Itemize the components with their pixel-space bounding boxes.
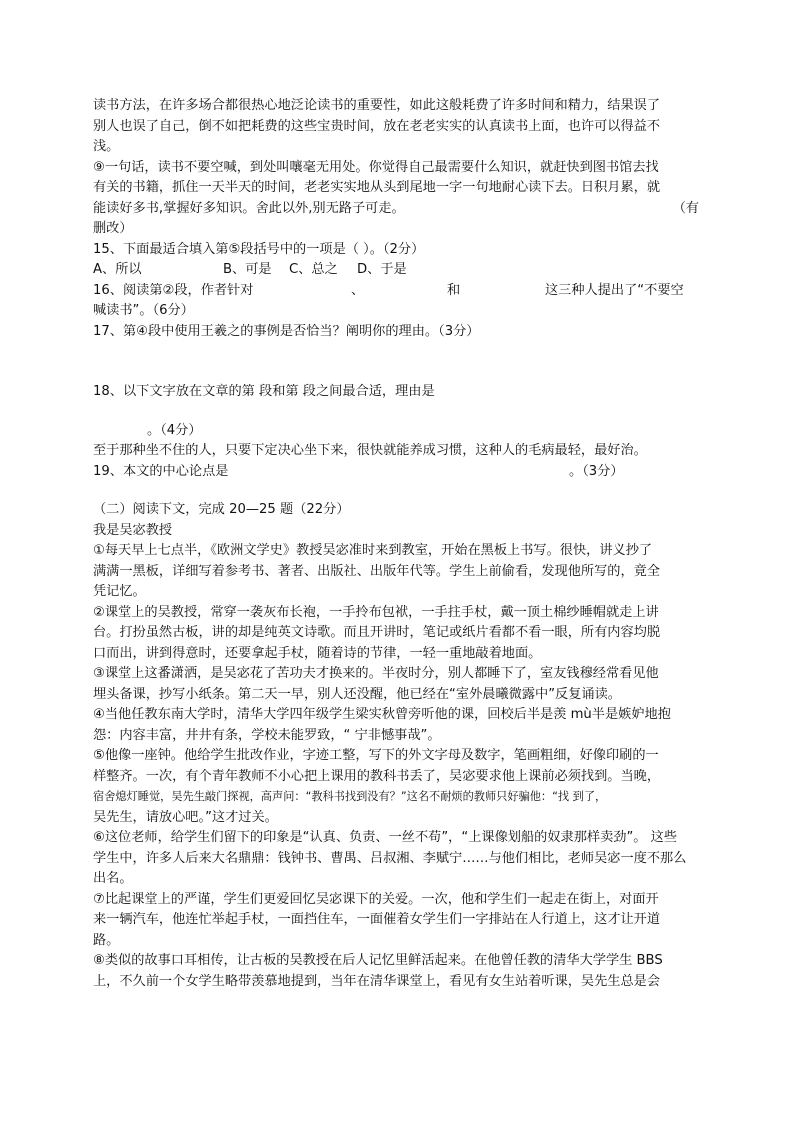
article-line: ⑦比起课堂上的严谨，学生们更爱回忆吴宓课下的关爱。一次，他和学生们一起走在街上，对面开 (93, 891, 659, 907)
article-line: ⑥这位老师，给学生们留下的印象是“认真、负责、一丝不苟”，“上课像划船的奴隶那样卖劲”。 这些 (93, 830, 678, 845)
article-line: 学生中，许多人后来大名鼎鼎：钱钟书、曹禺、吕叔湘、李赋宁……与他们相比，老师吴宓一度不那么 (93, 850, 687, 866)
article-line: 来一辆汽车，他连忙举起手杖，一面挡住车，一面催着女学生们一字排站在人行道上，这才让开道 (93, 912, 661, 927)
article-line: 口而出，讲到得意时，还要拿起手杖，随着诗的节律，一轻一重地敲着地面。 (93, 645, 542, 661)
option-a: A、所以 (93, 262, 142, 277)
option-b: B、可是 (223, 262, 272, 277)
question-18-text: 至于那种坐不住的人，只要下定决心坐下来，很快就能养成习惯，这种人的毛病最轻，最好治。 (93, 443, 647, 458)
q16-part1: 16、阅读第②段，作者针对 (93, 282, 254, 298)
text-line: 浅。 (93, 139, 120, 154)
article-line: ⑤他像一座钟。他给学生批改作业，字迹工整，写下的外文字母及数字，笔画粗细，好像印刷的一 (93, 748, 659, 763)
article-line: ③课堂上这番潇洒，是吴宓花了苦功夫才换来的。半夜时分，别人都睡下了，室友钱穆经常看见他 (93, 666, 659, 681)
question-15-options (93, 260, 705, 281)
question-16 (93, 281, 705, 302)
article-line: ①每天早上七点半，《欧洲文学史》教授吴宓准时来到教室，开始在黑板上书写。很快，讲义抄了 (93, 543, 653, 558)
question-15: 15、下面最适合填入第⑤段括号中的一项是（ ）。（2分） (93, 241, 425, 257)
document-page (93, 96, 705, 992)
article-line: 怨：内容丰富，井井有条，学校未能罗致，“ 宁非憾事哉”。 (93, 727, 441, 743)
q16-part3: 和 (447, 282, 461, 298)
article-line: 埋头备课，抄写小纸条。第二天一早，别人还没醒，他已经在“室外晨曦微露中”反复诵读。 (93, 686, 621, 702)
section-2-heading: （二）阅读下文，完成 20—25 题（22分） (93, 502, 350, 517)
source-note: （有 (672, 200, 699, 216)
question-19 (93, 462, 705, 483)
option-d: D、于是 (357, 262, 407, 277)
text-line: 别人也误了自己，倒不如把耗费的这些宝贵时间，放在老老实实的认真读书上面，也许可以得益不 (93, 118, 661, 134)
answer-space (93, 403, 705, 421)
text-fragment: 能读好多书,掌握好多知识。舍此以外,别无路子可走。 (93, 200, 405, 216)
source-note-end: 删改） (93, 221, 133, 236)
answer-space (93, 342, 705, 362)
question-17: 17、第④段中使用王羲之的事例是否恰当？阐明你的理由。（3分） (93, 323, 480, 339)
question-18: 18、以下文字放在文章的第 段和第 段之间最合适，理由是 (93, 384, 435, 399)
article-line: 满满一黑板，详细写着参考书、著者、出版社、出版年代等。学生上前偷看，发现他所写的，竟全 (93, 563, 661, 579)
section-gap (93, 482, 705, 500)
article-line: 上，不久前一个女学生略带羡慕地提到，当年在清华课堂上，看见有女生站着听课，吴先生总是会 (93, 973, 661, 989)
article-line: ⑧类似的故事口耳相传，让古板的吴教授在后人记忆里鲜活起来。在他曾任教的清华大学学生 BBS (93, 953, 663, 968)
article-line: ②课堂上的吴教授，常穿一袭灰布长袍，一手拎布包袱，一手拄手杖，戴一顶土棉纱睡帽就走上讲 (93, 604, 659, 620)
article-line: 凭记忆。 (93, 584, 146, 599)
question-16-cont: 喊读书”。（6分） (93, 303, 194, 318)
q19-stem: 19、本文的中心论点是 (93, 463, 229, 479)
article-line: ④当他任教东南大学时，清华大学四年级学生梁实秋曾旁听他的课，回校后半是羡 mù半是嫉妒地抱 (93, 707, 671, 722)
article-line: 样整齐。一次，有个青年教师不小心把上课用的教科书丢了，吴宓要求他上课前必须找到。当晚， (93, 768, 661, 784)
q16-part4: 这三种人提出了“不要空 (545, 282, 684, 298)
article-line-small: 宿舍熄灯睡觉，吴先生敲门探视，高声问：“教科书找到没有？”这名不耐烦的教师只好骗他：“找 到了， (93, 790, 607, 803)
text-line: 有关的书籍，抓住一天半天的时间，老老实实地从头到尾地一字一句地耐心读下去。日积月累，就 (93, 180, 661, 195)
option-c: C、总之 (289, 262, 338, 277)
question-18-score: 。（4分） (147, 422, 202, 438)
q19-score: 。（3分） (569, 463, 624, 479)
article-line: 吴先生，请放心吧。”这才过关。 (93, 809, 278, 825)
q16-part2: 、 (351, 282, 365, 298)
answer-space (93, 362, 705, 382)
article-line: 出名。 (93, 871, 133, 886)
text-line: ⑨一句话，读书不要空喊，到处叫嚷毫无用处。你觉得自己最需要什么知识，就赶快到图书馆去找 (93, 159, 659, 175)
text-line-with-source (93, 199, 705, 220)
article-line: 路。 (93, 932, 120, 948)
text-line: 读书方法，在许多场合都很热心地泛论读书的重要性，如此这般耗费了许多时间和精力，结果误了 (93, 98, 661, 113)
article-title: 我是吴宓教授 (93, 522, 173, 538)
article-line: 台。打扮虽然古板，讲的却是纯英文诗歌。而且开讲时，笔记或纸片看都不看一眼，所有内容均脱 (93, 625, 661, 640)
